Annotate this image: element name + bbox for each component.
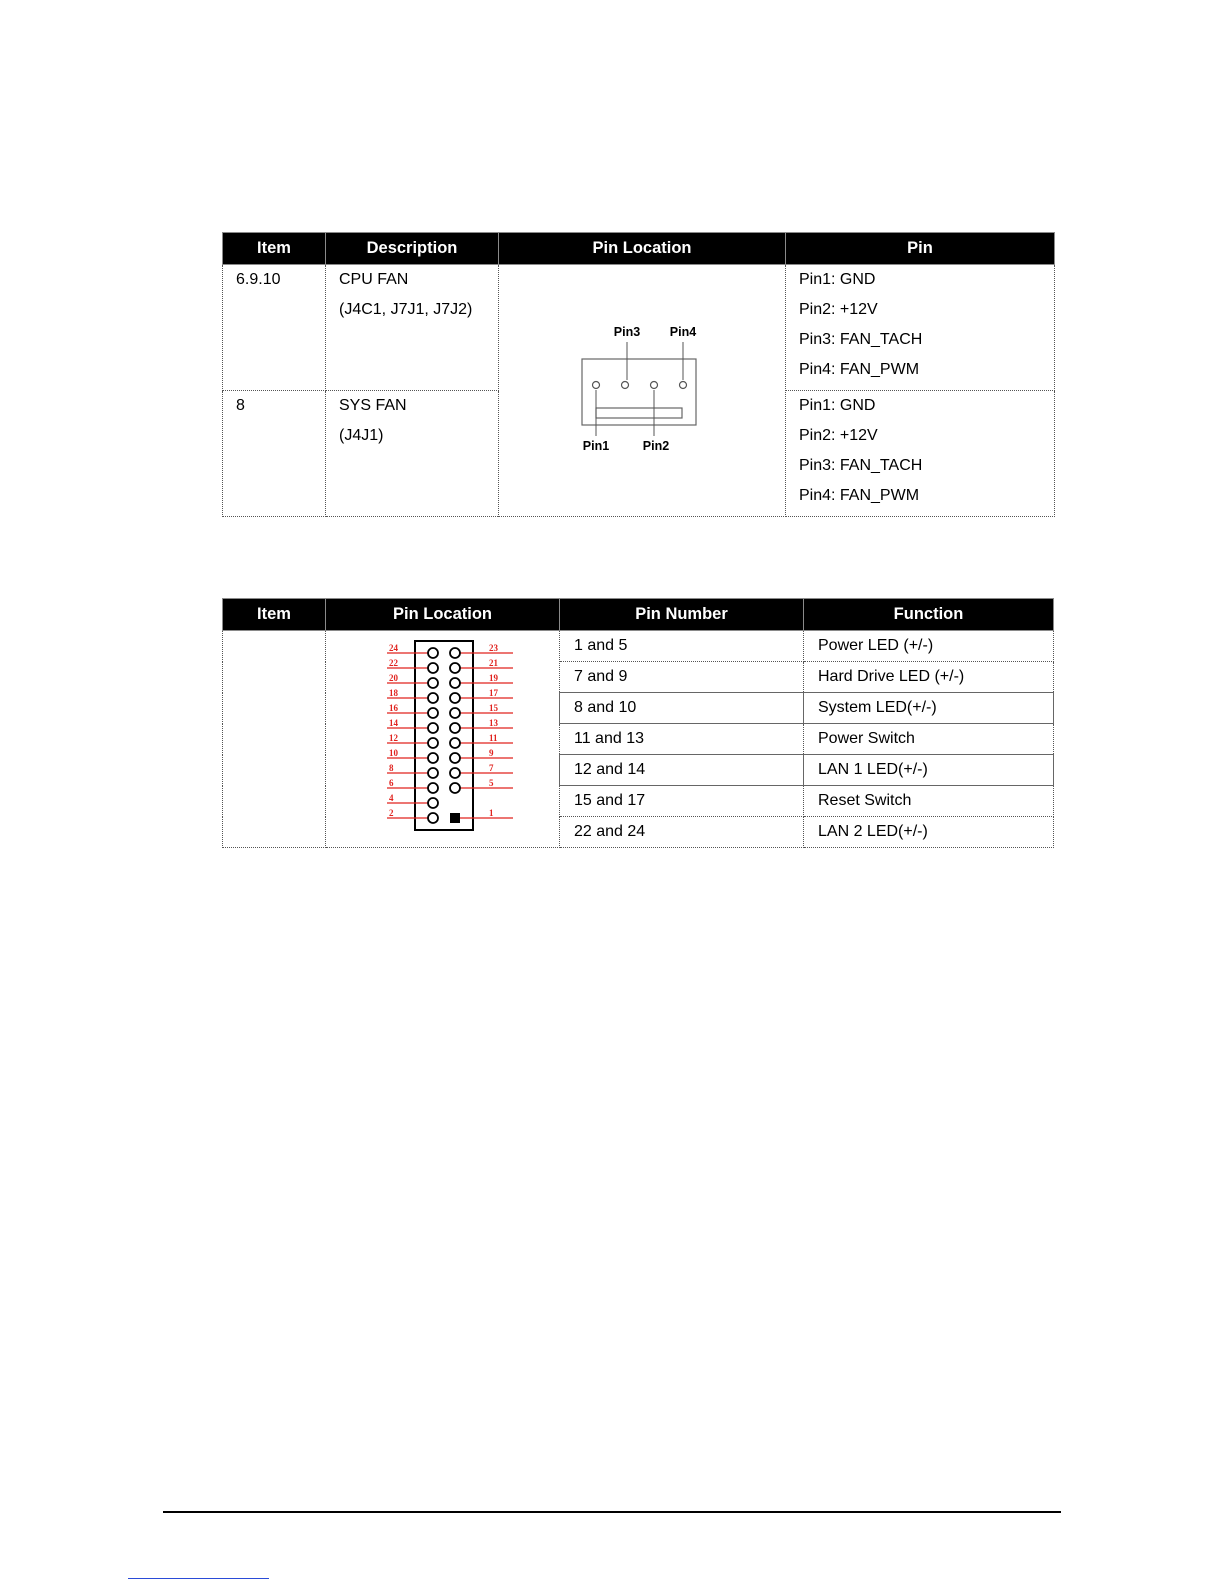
pin3-hole [622, 382, 629, 389]
pin-hole [428, 813, 438, 823]
pin-line: Pin1: GND [799, 271, 876, 288]
pin-hole [428, 768, 438, 778]
description-name: SYS FAN [339, 397, 407, 414]
header-pin: Pin [786, 233, 1055, 265]
front-panel-table-header [223, 599, 1054, 631]
pin4-hole [680, 382, 687, 389]
pin-number-label: 14 [388, 717, 398, 728]
pin-number-label: 12 [388, 732, 398, 743]
fan-row-cpu [223, 265, 1055, 391]
pin-hole [450, 723, 460, 733]
header-item: Item [223, 599, 326, 631]
fan-connector-diagram [572, 318, 712, 458]
header-item: Item [223, 233, 326, 265]
pin-hole [450, 678, 460, 688]
item-number: 8 [236, 397, 245, 414]
pin-number-label: 13 [488, 717, 498, 728]
pin-number-label: 4 [388, 792, 393, 803]
function-cell: Hard Drive LED (+/-) [804, 662, 1054, 693]
item-cell [223, 265, 326, 391]
pin-number-label: 23 [488, 642, 498, 653]
pin-number-label: 7 [488, 762, 493, 773]
pin4-label: Pin4 [669, 325, 697, 339]
pin-number-label: 24 [388, 642, 398, 653]
item-cell [223, 631, 326, 848]
pin-line: Pin2: +12V [799, 301, 878, 318]
pin-hole [450, 738, 460, 748]
function-cell: LAN 1 LED(+/-) [804, 755, 1054, 786]
description-name: CPU FAN [339, 271, 409, 288]
pin1-square [450, 813, 460, 823]
pin-line: Pin3: FAN_TACH [799, 457, 923, 474]
pin-hole [450, 768, 460, 778]
pin-line: Pin2: +12V [799, 427, 878, 444]
pin2-hole [651, 382, 658, 389]
pin-hole [450, 693, 460, 703]
pin-number-label: 11 [488, 732, 498, 743]
pin-line: Pin3: FAN_TACH [799, 331, 923, 348]
pin-number-label: 8 [388, 762, 393, 773]
item-cell [223, 391, 326, 517]
pin-number-label: 10 [388, 747, 398, 758]
description-cell [326, 391, 499, 517]
pin-number-label: 6 [388, 777, 393, 788]
header-pin-number: Pin Number [560, 599, 804, 631]
description-connectors: (J4J1) [339, 427, 384, 444]
pin-number-label: 15 [488, 702, 498, 713]
fan-pin-location-cell [499, 265, 786, 517]
pin-number-cell: 22 and 24 [560, 817, 804, 848]
pin3-label: Pin3 [613, 325, 641, 339]
pin-hole [428, 648, 438, 658]
pin-number-label: 1 [488, 807, 493, 818]
pin-hole [428, 723, 438, 733]
header-body [415, 641, 473, 830]
pin-number-label: 2 [388, 807, 393, 818]
pin2-label: Pin2 [642, 439, 670, 453]
pin-number-cell: 8 and 10 [560, 693, 804, 724]
header-pin-location: Pin Location [326, 599, 560, 631]
pin-number-label: 19 [488, 672, 498, 683]
pin-number-label: 21 [488, 657, 498, 668]
pin-hole [428, 753, 438, 763]
header-description: Description [326, 233, 499, 265]
fan-connector-table [222, 232, 1055, 517]
header-function: Function [804, 599, 1054, 631]
pin-hole [428, 678, 438, 688]
pin-hole [428, 798, 438, 808]
pin1-label: Pin1 [582, 439, 610, 453]
front-panel-header-diagram [385, 639, 515, 835]
pin-hole [428, 783, 438, 793]
pin-number-label: 9 [488, 747, 493, 758]
pin-number-label: 22 [388, 657, 398, 668]
pin-cell [786, 391, 1055, 517]
pin-hole [450, 648, 460, 658]
function-cell: Power Switch [804, 724, 1054, 755]
pin-number-cell: 12 and 14 [560, 755, 804, 786]
pin-hole [450, 663, 460, 673]
footer-link-underline [128, 1578, 269, 1579]
pin-line: Pin4: FAN_PWM [799, 487, 920, 504]
pin-number-label: 18 [388, 687, 398, 698]
pin-cell [786, 265, 1055, 391]
footer-divider [163, 1511, 1061, 1513]
pin-hole [450, 708, 460, 718]
pin-hole [450, 753, 460, 763]
front-panel-row [223, 631, 1054, 662]
pin-number-label: 16 [388, 702, 398, 713]
pin-hole [428, 738, 438, 748]
pin-line: Pin1: GND [799, 397, 876, 414]
pin1-hole [593, 382, 600, 389]
pin-hole [428, 663, 438, 673]
front-panel-table [222, 598, 1054, 848]
pin-hole [450, 783, 460, 793]
pin-line: Pin4: FAN_PWM [799, 361, 920, 378]
fan-table-header [223, 233, 1055, 265]
pin-number-cell: 7 and 9 [560, 662, 804, 693]
pin-number-cell: 11 and 13 [560, 724, 804, 755]
header-pin-location: Pin Location [499, 233, 786, 265]
pin-number-cell: 15 and 17 [560, 786, 804, 817]
pin-number-label: 5 [488, 777, 493, 788]
function-cell: System LED(+/-) [804, 693, 1054, 724]
front-panel-pin-location-cell [326, 631, 560, 848]
pin-number-label: 20 [388, 672, 398, 683]
description-connectors: (J4C1, J7J1, J7J2) [339, 301, 473, 318]
description-cell [326, 265, 499, 391]
pin-hole [428, 708, 438, 718]
pin-hole [428, 693, 438, 703]
pin-number-label: 17 [488, 687, 498, 698]
item-number: 6.9.10 [236, 271, 281, 288]
function-cell: Reset Switch [804, 786, 1054, 817]
connector-housing [582, 359, 696, 425]
pin-number-cell: 1 and 5 [560, 631, 804, 662]
function-cell: LAN 2 LED(+/-) [804, 817, 1054, 848]
function-cell: Power LED (+/-) [804, 631, 1054, 662]
connector-key [596, 408, 682, 418]
